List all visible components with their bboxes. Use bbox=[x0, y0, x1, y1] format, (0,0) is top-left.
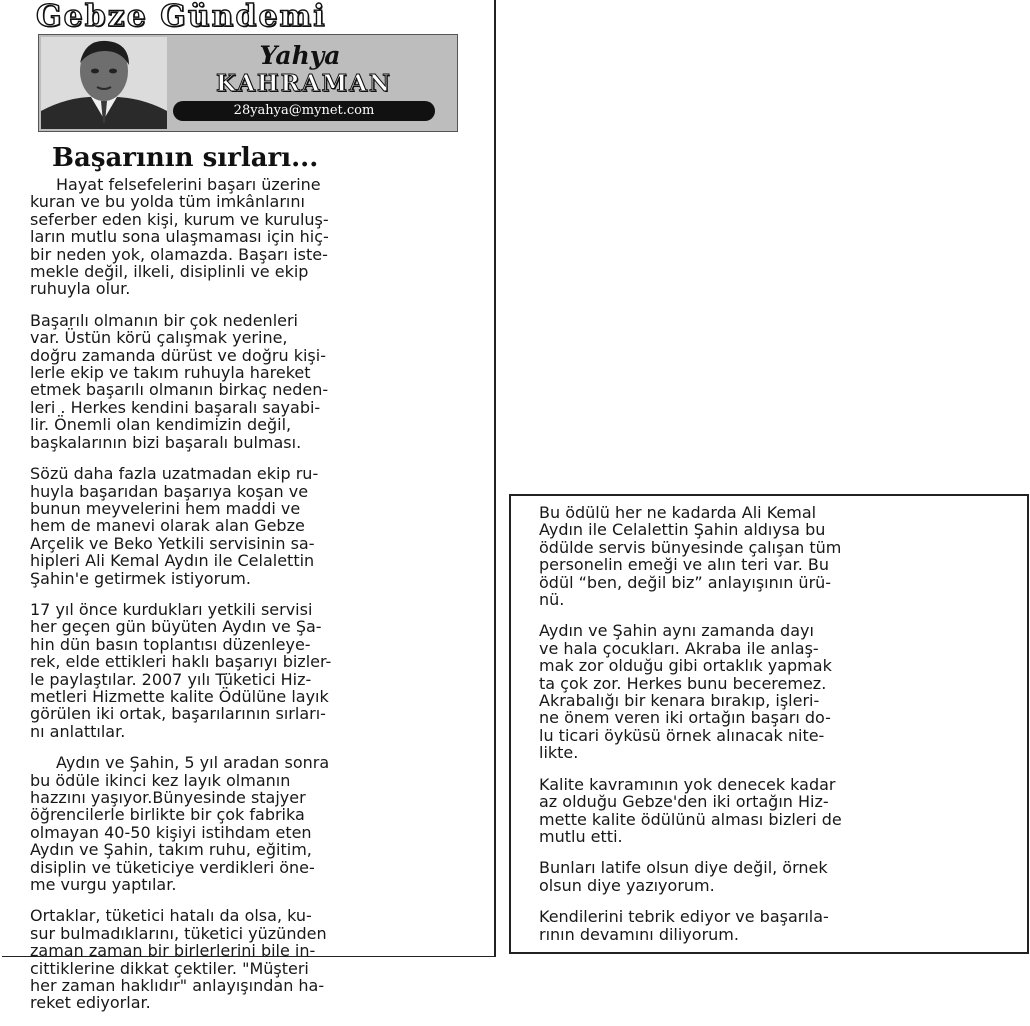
text-line: lerle ekip ve takım ruhuyla hareket bbox=[30, 363, 311, 383]
article-column-left bbox=[2, 0, 496, 1013]
text-line: sur bulmadıklarını, tüketici yüzünden bbox=[30, 923, 327, 943]
text-line: ruhuyla olur. bbox=[30, 279, 131, 299]
text-line: mutlu etti. bbox=[539, 826, 623, 846]
text-line: Kalite kavramının yok denecek kadar bbox=[539, 774, 836, 794]
text-line: bir neden yok, olamazda. Başarı iste- bbox=[30, 244, 328, 264]
text-line: nü. bbox=[539, 590, 565, 610]
text-line: ta çok zor. Herkes bunu beceremez. bbox=[539, 673, 827, 693]
text-line: başkalarının bizi başaralı bulması. bbox=[30, 432, 302, 452]
text-line: mak zor olduğu gibi ortaklık yapmak bbox=[539, 656, 832, 676]
text-line: Aydın ve Şahin aynı zamanda dayı bbox=[539, 621, 814, 641]
text-line: Sözü daha fazla uzatmadan ekip ru- bbox=[30, 464, 319, 484]
author-byline bbox=[38, 34, 458, 132]
paragraph bbox=[30, 465, 476, 587]
text-line: Aydın ve Şahin, takım ruhu, eğitim, bbox=[30, 840, 312, 860]
text-line: görülen iki ortak, başarılarının sırları- bbox=[30, 704, 326, 724]
text-line: Şahin'e getirmek istiyorum. bbox=[30, 568, 251, 588]
text-line: personelin emeği ve alın teri var. Bu bbox=[539, 555, 829, 575]
text-line: rının devamını diliyorum. bbox=[539, 924, 739, 944]
paragraph bbox=[539, 776, 1001, 846]
author-photo bbox=[41, 37, 167, 129]
masthead-title: Gebze Gündemi bbox=[36, 0, 327, 34]
text-line: bunun meyvelerini hem maddi ve bbox=[30, 498, 301, 518]
text-line: reket ediyorlar. bbox=[30, 993, 151, 1013]
text-line: cittiklerine dikkat çektiler. "Müşteri bbox=[30, 958, 309, 978]
text-line: nı anlattılar. bbox=[30, 721, 126, 741]
author-last-name: KAHRAMAN bbox=[216, 70, 392, 97]
text-line: olsun diye yazıyorum. bbox=[539, 875, 715, 895]
paragraph bbox=[30, 176, 476, 298]
text-line: me vurgu yaptılar. bbox=[30, 875, 177, 895]
text-line: Aydın ile Celalettin Şahin aldıysa bu bbox=[539, 520, 826, 540]
paragraph bbox=[539, 622, 1001, 761]
text-line: Aydın ve Şahin, 5 yıl aradan sonra bbox=[56, 753, 330, 773]
text-line: lir. Önemli olan kendimizin değil, bbox=[30, 415, 292, 435]
text-line: olmayan 40-50 kişiyi istihdam eten bbox=[30, 822, 312, 842]
text-line: huyla başarıdan başarıya koşan ve bbox=[30, 481, 309, 501]
text-line: hin dün basın toplantısı düzenleye- bbox=[30, 634, 311, 654]
text-line: hem de manevi olarak alan Gebze bbox=[30, 516, 305, 536]
text-line: Akrabalığı bir kenara bırakıp, işleri- bbox=[539, 691, 820, 711]
text-line: likte. bbox=[539, 743, 579, 763]
text-line: etmek başarılı olmanın birkaç neden- bbox=[30, 380, 329, 400]
paragraph bbox=[539, 504, 1001, 608]
text-line: öğrencilerle birlikte bir çok fabrika bbox=[30, 805, 305, 825]
text-line: Kendilerini tebrik ediyor ve başarıla- bbox=[539, 907, 829, 927]
text-line: rek, elde ettikleri haklı başarıyı bizler- bbox=[30, 652, 332, 672]
text-line: seferber eden kişi, kurum ve kuruluş- bbox=[30, 209, 329, 229]
paragraph bbox=[30, 601, 476, 740]
article-body-right bbox=[539, 504, 1001, 957]
text-line: hazzını yaşıyor.Bünyesinde stajyer bbox=[30, 788, 306, 807]
text-line: metleri Hizmette kalite Ödülüne layık bbox=[30, 686, 329, 706]
text-line: ödül “ben, değil biz” anlayışının ürü- bbox=[539, 572, 832, 592]
text-line: le paylaştılar. 2007 yılı Tüketici Hiz- bbox=[30, 669, 312, 689]
text-line: her zaman haklıdır" anlayışından ha- bbox=[30, 976, 325, 996]
author-email: 28yahya@mynet.com bbox=[173, 101, 435, 121]
text-line: hipleri Ali Kemal Aydın ile Celalettin bbox=[30, 551, 315, 571]
text-line: var. Üstün körü çalışmak yerine, bbox=[30, 328, 288, 348]
text-line: Başarılı olmanın bir çok nedenleri bbox=[30, 310, 298, 330]
text-line: ödülde servis bünyesinde çalışan tüm bbox=[539, 537, 842, 557]
paragraph bbox=[30, 907, 476, 1011]
text-line: bu ödüle ikinci kez layık olmanın bbox=[30, 770, 291, 790]
text-line: ne önem veren iki ortağın başarı do- bbox=[539, 708, 831, 728]
paragraph bbox=[30, 312, 476, 451]
paragraph bbox=[539, 908, 1001, 943]
text-line: az olduğu Gebze'den iki ortağın Hiz- bbox=[539, 792, 829, 812]
text-line: her geçen gün büyüten Aydın ve Şa- bbox=[30, 617, 322, 637]
text-line: mekle değil, ilkeli, disiplinli ve ekip bbox=[30, 262, 309, 282]
text-line: Bunları latife olsun diye değil, örnek bbox=[539, 858, 828, 878]
text-line: kuran ve bu yolda tüm imkânlarını bbox=[30, 192, 305, 212]
article-headline: Başarının sırları... bbox=[52, 143, 319, 173]
text-line: 17 yıl önce kurdukları yetkili servisi bbox=[30, 599, 313, 619]
text-line: leri . Herkes kendini başaralı sayabi- bbox=[30, 397, 321, 417]
text-line: disiplin ve tüketiciye verdikleri öne- bbox=[30, 857, 315, 877]
text-line: Arçelik ve Beko Yetkili servisinin sa- bbox=[30, 533, 315, 553]
author-first-name: Yahya bbox=[259, 41, 341, 70]
text-line: ve hala çocukları. Akraba ile anlaş- bbox=[539, 638, 819, 658]
text-line: Ortaklar, tüketici hatalı da olsa, ku- bbox=[30, 906, 312, 926]
article-body-left bbox=[30, 176, 476, 1026]
text-line: Hayat felsefelerini başarı üzerine bbox=[56, 175, 321, 194]
text-line: zaman zaman bir birlerlerini bile in- bbox=[30, 941, 316, 961]
text-line: lu ticari öyküsü örnek alınacak nite- bbox=[539, 725, 825, 745]
text-line: doğru zamanda dürüst ve doğru kişi- bbox=[30, 345, 326, 365]
text-line: Bu ödülü her ne kadarda Ali Kemal bbox=[539, 503, 817, 522]
text-line: mette kalite ödülünü alması bizleri de bbox=[539, 809, 842, 829]
paragraph bbox=[539, 859, 1001, 894]
article-column-right bbox=[509, 494, 1029, 954]
paragraph bbox=[30, 754, 476, 893]
text-line: ların mutlu sona ulaşmaması için hiç- bbox=[30, 227, 329, 247]
